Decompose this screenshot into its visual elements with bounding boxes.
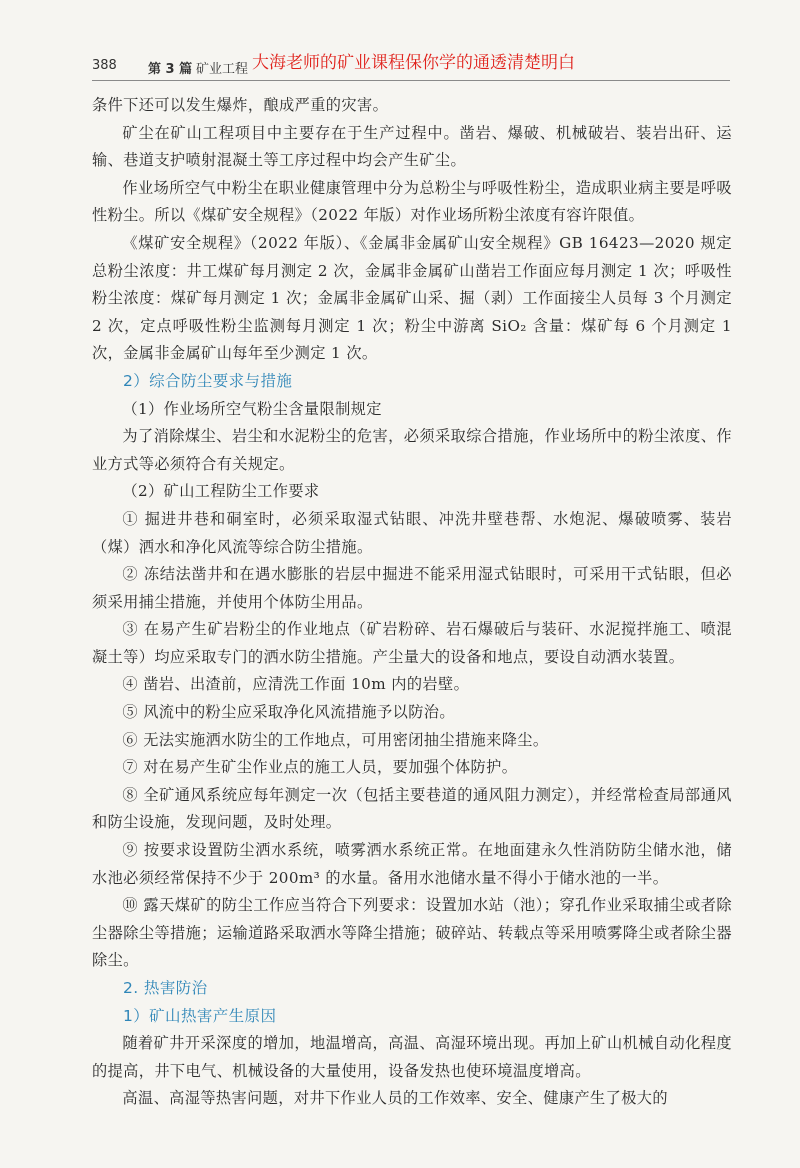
body-paragraph: （2）矿山工程防尘工作要求	[122, 482, 320, 501]
section-heading: 2. 热害防治	[123, 979, 208, 997]
chapter-title: 矿业工程	[196, 62, 249, 77]
body-paragraph: 矿尘在矿山工程项目中主要存在于生产过程中。凿岩、爆破、机械破岩、装岩出矸、运输、巷道支护喷射混凝土等工序过程中均会产生矿尘。	[92, 123, 732, 170]
page-number: 388	[92, 58, 117, 73]
body-paragraph: （1）作业场所空气粉尘含量限制规定	[122, 399, 382, 418]
body-paragraph: ② 冻结法凿井和在遇水膨胀的岩层中掘进不能采用湿式钻眼时，可采用干式钻眼，但必须采用捕尘措施，并使用个体防尘用品。	[92, 565, 732, 611]
body-paragraph: ⑤ 风流中的粉尘应采取净化风流措施予以防治。	[122, 703, 455, 722]
body-paragraph: ⑦ 对在易产生矿尘作业点的施工人员，要加强个体防护。	[122, 758, 518, 777]
body-paragraph: ⑥ 无法实施洒水防尘的工作地点，可用密闭抽尘措施来降尘。	[122, 730, 549, 749]
body-paragraph: ⑧ 全矿通风系统应每年测定一次（包括主要巷道的通风阻力测定），并经常检查局部通风和防尘设施，发现问题，及时处理。	[92, 785, 732, 832]
body-paragraph: 随着矿井开采深度的增加，地温增高，高温、高湿环境出现。再加上矿山机械自动化程度的提高，井下电气、机械设备的大量使用，设备发热也使环境温度增高。	[92, 1034, 732, 1080]
body-paragraph: ③ 在易产生矿岩粉尘的作业地点（矿岩粉碎、岩石爆破后与装矸、水泥搅拌施工、喷混凝土等）均应采取专门的洒水防尘措施。产尘量大的设备和地点，要设自动洒水装置。	[92, 620, 732, 666]
part-label: 第 3 篇	[148, 62, 193, 77]
body-paragraph: 条件下还可以发生爆炸，酿成严重的灾害。	[92, 96, 389, 114]
body-paragraph: 作业场所空气中粉尘在职业健康管理中分为总粉尘与呼吸性粉尘，造成职业病主要是呼吸性粉尘。所以《煤矿安全规程》（2022 年版）对作业场所粉尘浓度有容许限值。	[92, 178, 732, 225]
body-paragraph: ⑨ 按要求设置防尘洒水系统，喷雾洒水系统正常。在地面建永久性消防防尘储水池，储水池必须经常保持不少于 200m³ 的水量。备用水池储水量不得小于储水池的一半。	[92, 841, 732, 887]
watermark-text: 大海老师的矿业课程保你学的通透清楚明白	[252, 53, 575, 73]
subsection-heading: 1）矿山热害产生原因	[123, 1006, 277, 1025]
body-paragraph: ① 掘进井巷和硐室时，必须采取湿式钻眼、冲洗井壁巷帮、水炮泥、爆破喷雾、装岩（煤）洒水和净化风流等综合防尘措施。	[92, 509, 732, 556]
body-paragraph: 高温、高湿等热害问题，对井下作业人员的工作效率、安全、健康产生了极大的	[122, 1089, 668, 1108]
subsection-heading: 2）综合防尘要求与措施	[123, 371, 293, 390]
body-paragraph: 为了消除煤尘、岩尘和水泥粉尘的危害，必须采取综合措施，作业场所中的粉尘浓度、作业方式等必须符合有关规定。	[92, 427, 732, 473]
page-body	[92, 92, 732, 1113]
body-paragraph: ⑩ 露天煤矿的防尘工作应当符合下列要求：设置加水站（池）；穿孔作业采取捕尘或者除尘器除尘等措施；运输道路采取洒水等降尘措施；破碎站、转载点等采用喷雾降尘或者除尘器除尘。	[92, 896, 732, 970]
body-paragraph: 《煤矿安全规程》（2022 年版）、《金属非金属矿山安全规程》GB 16423—2020 规定总粉尘浓度：井工煤矿每月测定 2 次，金属非金属矿山凿岩工作面应每月测定 1 次；呼吸性粉尘浓度：煤矿每月测定 1 次；金属非金属矿山采、掘（剥）工作面接尘人员每 3 个月测定 2 次，定点呼吸性粉尘监测每月测定 1 次；粉尘中游离 SiO₂ 含量：煤矿每 6 个月测定 1 次，金属非金属矿山每年至少测定 1 次。	[92, 233, 732, 363]
body-paragraph: ④ 凿岩、出渣前，应清洗工作面 10m 内的岩壁。	[122, 675, 470, 694]
